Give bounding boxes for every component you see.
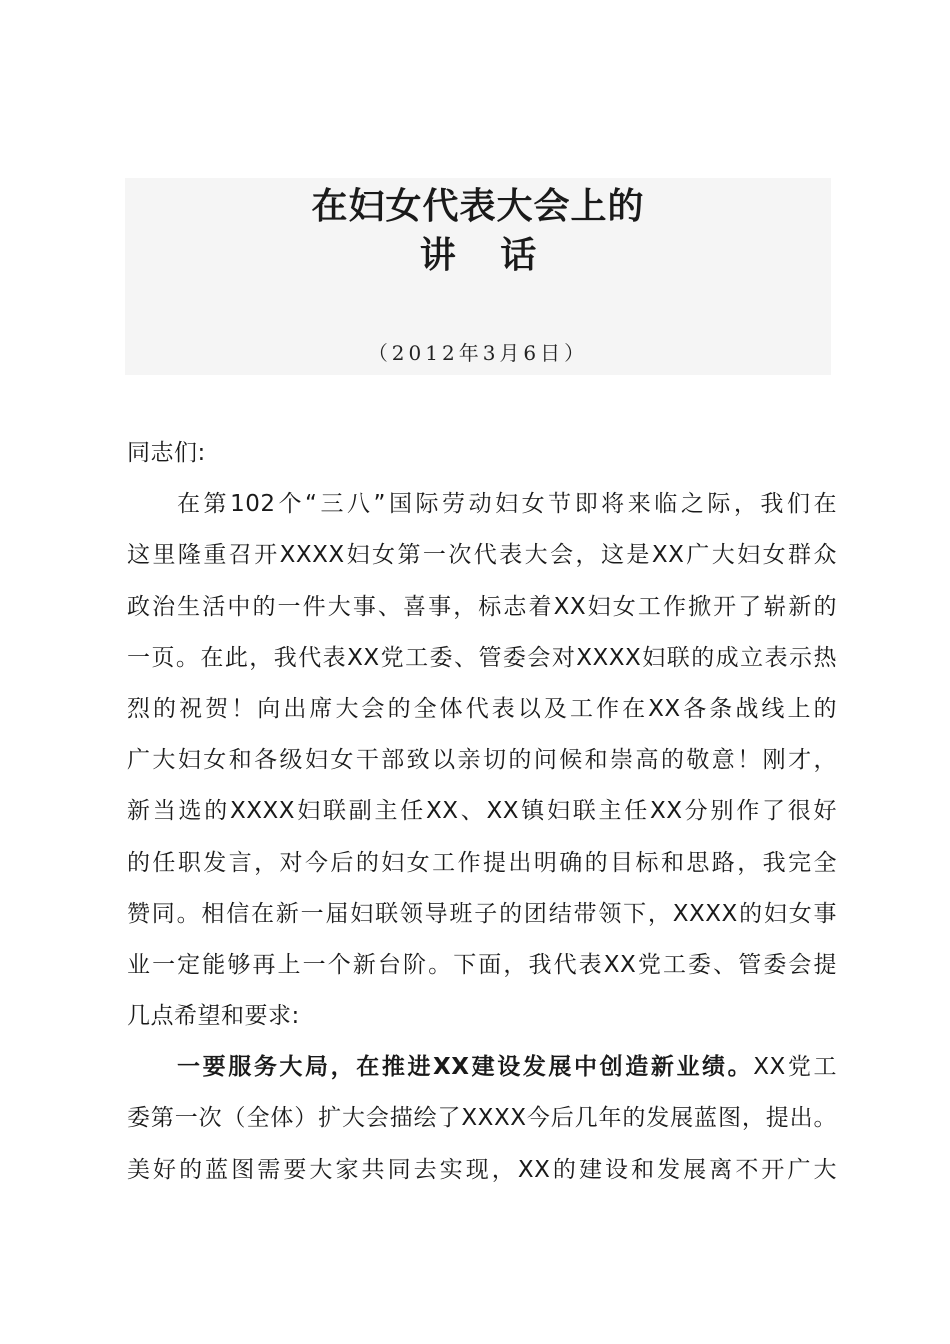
- document-title: 在妇女代表大会上的: [311, 185, 645, 227]
- paragraph-line: 委第一次（全体）扩大会描绘了XXXX今后几年的发展蓝图，提出。: [127, 1105, 837, 1132]
- document-body: [127, 428, 837, 1196]
- paragraph-line: 新当选的XXXX妇联副主任XX、XX镇妇联主任XX分别作了很好: [127, 798, 837, 825]
- paragraph-line: 政治生活中的一件大事、喜事，标志着XX妇女工作掀开了崭新的: [127, 593, 837, 620]
- title-block: [125, 178, 831, 375]
- paragraph-line: 业一定能够再上一个新台阶。下面，我代表XX党工委、管委会提: [127, 951, 837, 978]
- paragraph-line: 这里隆重召开XXXX妇女第一次代表大会，这是XX广大妇女群众: [127, 542, 837, 569]
- paragraph-text: XX党工: [753, 1054, 838, 1081]
- paragraph-line: 美好的蓝图需要大家共同去实现，XX的建设和发展离不开广大: [127, 1156, 837, 1183]
- paragraph-line: 广大妇女和各级妇女干部致以亲切的问候和崇高的敬意！刚才，: [127, 747, 837, 774]
- paragraph-line: [127, 1042, 837, 1093]
- document-title-line2: 讲 话: [419, 234, 553, 276]
- paragraph-line: 一页。在此，我代表XX党工委、管委会对XXXX妇联的成立表示热: [127, 644, 837, 671]
- paragraph-line: 赞同。相信在新一届妇联领导班子的团结带领下，XXXX的妇女事: [127, 900, 837, 927]
- paragraph-line: 烈的祝贺！向出席大会的全体代表以及工作在XX各条战线上的: [127, 695, 837, 722]
- salutation: 同志们:: [127, 440, 206, 466]
- paragraph-line: 几点希望和要求:: [127, 1003, 300, 1030]
- paragraph-line: 的任职发言，对今后的妇女工作提出明确的目标和思路，我完全: [127, 849, 837, 876]
- document-date: （2012年3月6日）: [367, 341, 589, 365]
- paragraph-line: 在第102个“三八”国际劳动妇女节即将来临之际，我们在: [177, 491, 837, 518]
- section-heading: 一要服务大局，在推进XX建设发展中创造新业绩。: [177, 1054, 754, 1081]
